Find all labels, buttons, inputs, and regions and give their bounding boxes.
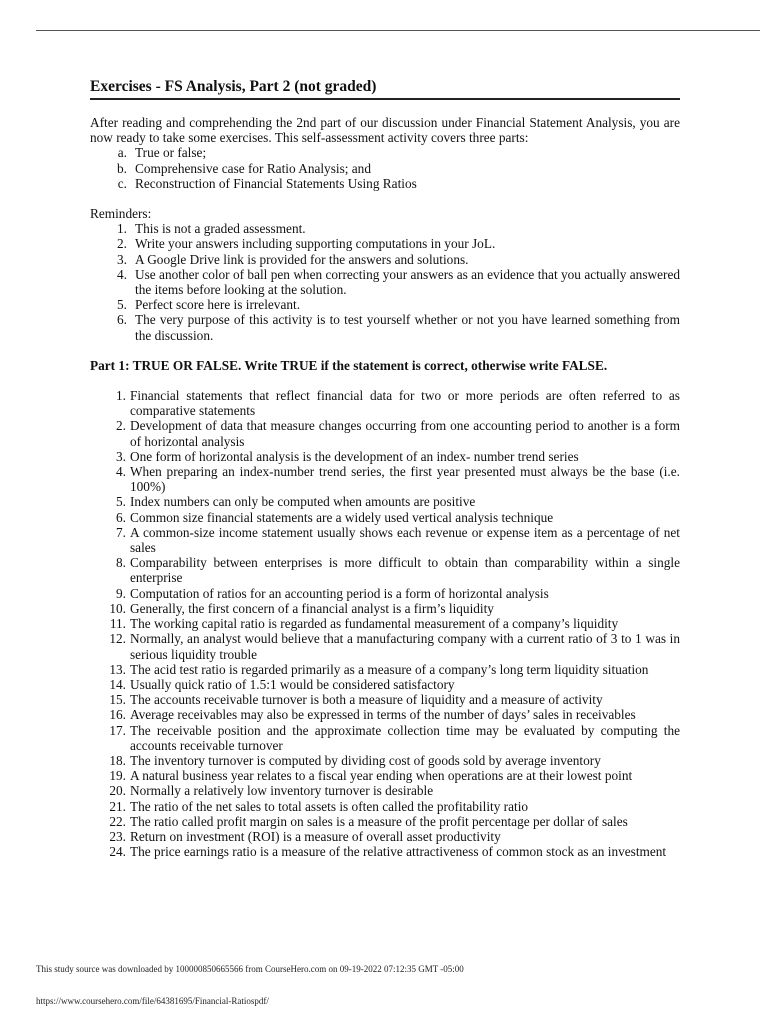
reminders-heading: Reminders: [90,206,152,222]
question-item-marker: 3. [116,448,126,464]
question-item [90,783,680,798]
question-item-marker: 13. [109,661,126,677]
question-item [90,631,680,661]
part-item-text: Reconstruction of Financial Statements Using Ratios [135,175,417,191]
question-item-text: Return on investment (ROI) is a measure of overall asset productivity [130,828,501,844]
question-item-marker: 12. [109,631,126,647]
question-item-text: Common size financial statements are a widely used vertical analysis technique [130,509,554,525]
question-item-text: The accounts receivable turnover is both a measure of liquidity and a measure of activity [130,692,603,708]
part-item-text: Comprehensive case for Ratio Analysis; and [135,160,371,176]
question-item [90,525,680,555]
question-item-marker: 2. [116,418,126,434]
question-item-text: When preparing an index-number trend series, the first year presented must always be the base (i.e. 100%) [130,464,680,495]
part-item [90,161,680,176]
reminder-item-text: Write your answers including supporting computations in your JoL. [135,236,496,252]
reminder-item [90,236,680,251]
question-item-text: Usually quick ratio of 1.5:1 would be considered satisfactory [130,676,455,692]
question-item-marker: 11. [109,616,126,632]
question-item-text: Normally, an analyst would believe that a manufacturing company with a current ratio of 3 to 1 was in serious liquidity trouble [130,631,680,662]
question-item-text: The price earnings ratio is a measure of the relative attractiveness of common stock as an investment [130,844,667,860]
reminder-item [90,312,680,342]
question-item [90,388,680,418]
part-item-marker: b. [117,160,127,176]
question-item [90,616,680,631]
reminder-item [90,221,680,236]
question-item-marker: 20. [109,783,126,799]
question-item-marker: 18. [109,752,126,768]
part-item [90,145,680,160]
question-item-text: Computation of ratios for an accounting period is a form of horizontal analysis [130,585,549,601]
reminder-item [90,297,680,312]
question-item-marker: 10. [109,600,126,616]
question-item [90,723,680,753]
document-page [90,78,680,859]
top-divider [36,30,760,31]
question-item [90,692,680,707]
question-item-text: Financial statements that reflect financial data for two or more periods are often referred to as comparative statements [130,388,680,419]
part-item-text: True or false; [135,145,207,161]
question-item-text: Average receivables may also be expressed in terms of the number of days’ sales in receivables [130,707,636,723]
reminder-item-text: The very purpose of this activity is to test yourself whether or not you have learned something from the discussion. [135,312,680,343]
reminder-item-text: Perfect score here is irrelevant. [135,297,301,313]
question-item-marker: 14. [109,676,126,692]
question-item-marker: 19. [109,768,126,784]
question-item [90,449,680,464]
question-item-text: The working capital ratio is regarded as fundamental measurement of a company’s liquidity [130,616,619,632]
question-item [90,707,680,722]
reminder-item [90,267,680,297]
question-item [90,844,680,859]
question-item-text: Generally, the first concern of a financial analyst is a firm’s liquidity [130,600,494,616]
question-item [90,601,680,616]
reminder-item-marker: 5. [117,297,127,313]
question-item-marker: 5. [116,494,126,510]
reminder-item-marker: 3. [117,251,127,267]
question-item-marker: 6. [116,509,126,525]
question-item [90,677,680,692]
question-item-text: One form of horizontal analysis is the development of an index- number trend series [130,448,579,464]
reminder-item [90,252,680,267]
question-item-text: Development of data that measure changes occurring from one accounting period to another is a form of horizontal analysis [130,418,680,449]
reminder-item-marker: 1. [117,221,127,237]
question-item [90,662,680,677]
question-item-text: A natural business year relates to a fiscal year ending when operations are at their lowest point [130,768,633,784]
part-item [90,176,680,191]
question-item-text: The ratio of the net sales to total assets is often called the profitability ratio [130,798,529,814]
question-item [90,555,680,585]
question-item-marker: 7. [116,524,126,540]
question-item-marker: 23. [109,828,126,844]
question-item-text: The receivable position and the approximate collection time may be evaluated by computing the accounts receivable turnover [130,722,680,753]
part-item-marker: a. [117,145,127,161]
question-item-marker: 24. [109,844,126,860]
question-item [90,510,680,525]
reminder-item-marker: 4. [117,266,127,282]
reminder-item-marker: 2. [117,236,127,252]
question-item-text: The inventory turnover is computed by dividing cost of goods sold by average inventory [130,752,601,768]
question-item-text: Index numbers can only be computed when amounts are positive [130,494,476,510]
question-item [90,799,680,814]
question-item-text: The acid test ratio is regarded primarily as a measure of a company’s long term liquidity situation [130,661,649,677]
question-item-marker: 1. [116,388,126,404]
download-notice: This study source was downloaded by 100000850665566 from CourseHero.com on 09-19-2022 07:12:35 GMT -05:00 [36,964,464,974]
question-item [90,829,680,844]
reminder-item-text: This is not a graded assessment. [135,221,306,237]
parts-list [90,145,680,191]
question-item [90,494,680,509]
question-item [90,753,680,768]
source-url[interactable]: https://www.coursehero.com/file/64381695/Financial-Ratiospdf/ [36,996,269,1006]
page-title: Exercises - FS Analysis, Part 2 (not graded) [90,78,680,100]
question-item [90,586,680,601]
question-item-marker: 9. [116,585,126,601]
question-item-marker: 21. [109,798,126,814]
reminder-item-text: A Google Drive link is provided for the answers and solutions. [135,251,469,267]
reminders-list [90,221,680,343]
question-item [90,768,680,783]
reminder-item-text: Use another color of ball pen when correcting your answers as an evidence that you actually answered the items before looking at the solution. [135,266,680,298]
question-item-text: Comparability between enterprises is more difficult to obtain than comparability within a single enterprise [130,555,680,586]
question-item [90,814,680,829]
reminder-item-marker: 6. [117,312,127,328]
question-item-marker: 17. [109,722,126,738]
question-item-text: Normally a relatively low inventory turnover is desirable [130,783,434,799]
question-item-text: The ratio called profit margin on sales is a measure of the profit percentage per dollar of sales [130,813,628,829]
question-item-marker: 22. [109,813,126,829]
part-item-marker: c. [117,175,127,191]
question-item-marker: 8. [116,555,126,571]
question-item-marker: 4. [116,464,126,480]
question-item-text: A common-size income statement usually shows each revenue or expense item as a percentage of net sales [130,524,680,556]
question-item [90,418,680,448]
question-item-marker: 16. [109,707,126,723]
questions-list [90,388,680,859]
part1-heading: Part 1: TRUE OR FALSE. Write TRUE if the statement is correct, otherwise write FALSE. [90,357,608,373]
question-item-marker: 15. [109,692,126,708]
intro-paragraph: After reading and comprehending the 2nd part of our discussion under Financial Statement Analysis, you are now ready to take some exercises. This self-assessment activity covers three parts: [90,115,680,146]
question-item [90,464,680,494]
